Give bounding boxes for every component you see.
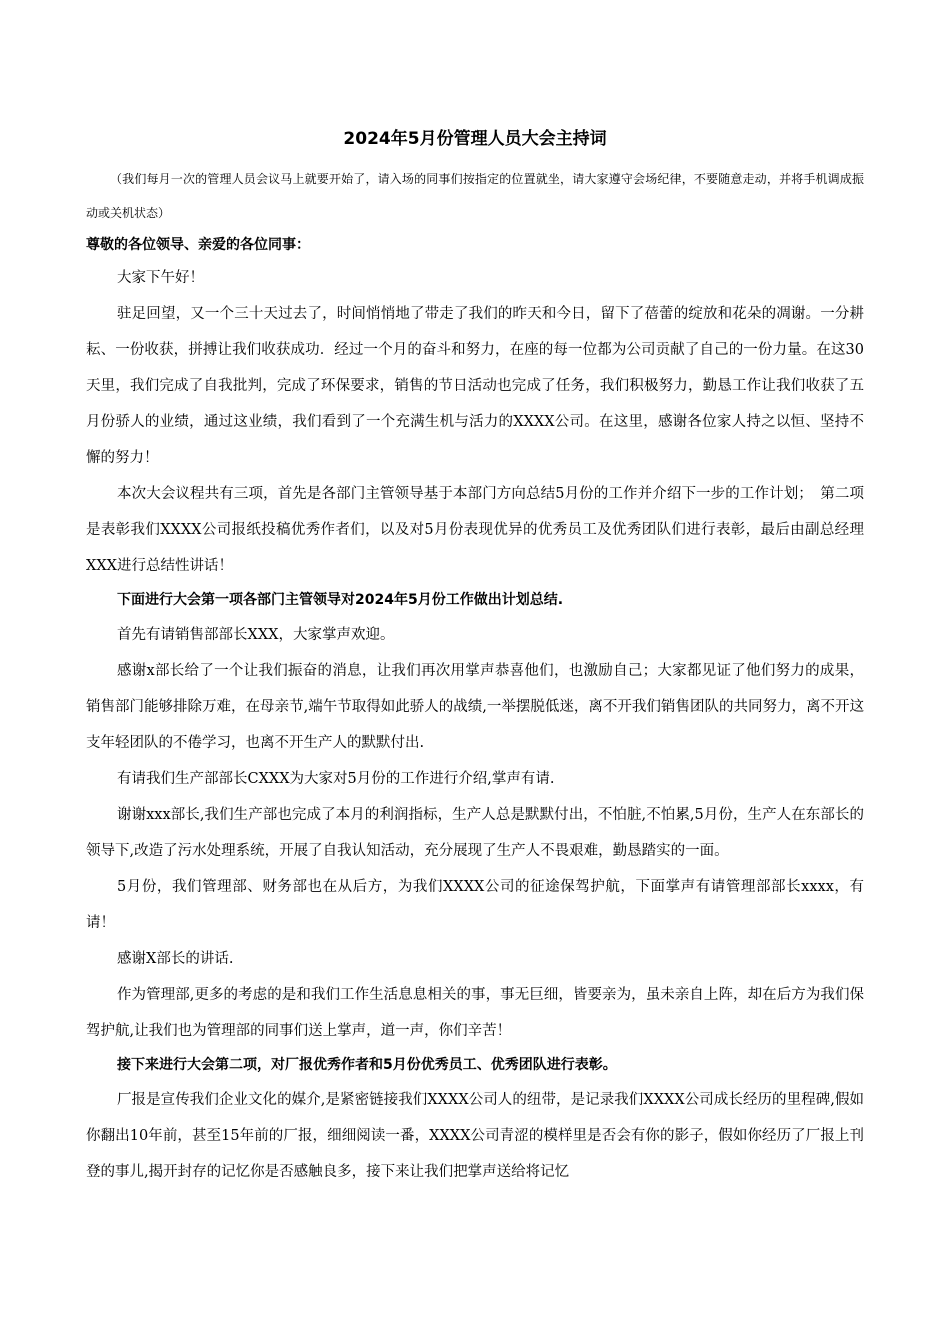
paragraph-production-intro: 有请我们生产部部长CXXX为大家对5月份的工作进行介绍,掌声有请.: [117, 771, 555, 787]
paragraph-management-intro: 5月份，我们管理部、财务部也在从后方，为我们XXXX公司的征途保驾护航，下面掌声有请管理部部长xxxx，有请！: [86, 879, 864, 931]
section-heading-1: 下面进行大会第一项各部门主管领导对2024年5月份工作做出计划总结.: [117, 592, 564, 608]
paragraph-review: 驻足回望，又一个三十天过去了，时间悄悄地了带走了我们的昨天和今日，留下了蓓蕾的绽放和花朵的凋谢。一分耕耘、一份收获，拼搏让我们收获成功．经过一个月的奋斗和努力，在座的每一位都为公司贡献了自己的一份力量。在这30天里，我们完成了自我批判，完成了环保要求，销售的节日活动也完成了任务，我们积极努力，勤恳工作让我们收获了五月份骄人的业绩，通过这业绩，我们看到了一个充满生机与活力的XXXX公司。在这里，感谢各位家人持之以恒、坚持不懈的努力！: [86, 306, 864, 466]
paragraph-sales-intro: 首先有请销售部部长XXX，大家掌声欢迎。: [117, 627, 395, 643]
section-heading-2: 接下来进行大会第二项，对厂报优秀作者和5月份优秀员工、优秀团队进行表彰。: [117, 1057, 617, 1073]
salutation: 尊敬的各位领导、亲爱的各位同事：: [86, 237, 310, 253]
paragraph-agenda: 本次大会议程共有三项，首先是各部门主管领导基于本部门方向总结5月份的工作并介绍下一步的工作计划； 第二项是表彰我们XXXX公司报纸投稿优秀作者们，以及对5月份表现优异的优秀员工及优秀团队们进行表彰，最后由副总经理XXX进行总结性讲话！: [86, 486, 864, 574]
paragraph-newspaper: 厂报是宣传我们企业文化的媒介,是紧密链接我们XXXX公司人的纽带，是记录我们XXXX公司成长经历的里程碑,假如你翻出10年前，甚至15年前的厂报，细细阅读一番，XXXX公司青涩的模样里是否会有你的影子，假如你经历了厂报上刊登的事儿,揭开封存的记忆你是否感触良多，接下来让我们把掌声送给将记忆: [86, 1092, 864, 1180]
document-page: [86, 112, 864, 1190]
paragraph-greeting: 大家下午好！: [117, 270, 204, 286]
paragraph-management-thanks: 感谢X部长的讲话.: [117, 951, 234, 967]
paragraph-sales-thanks: 感谢x部长给了一个让我们振奋的消息，让我们再次用掌声恭喜他们，也激励自己；大家都见证了他们努力的成果，销售部门能够排除万难，在母亲节,端午节取得如此骄人的战绩,一举摆脱低迷，离不开我们销售团队的共同努力，离不开这支年轻团队的不倦学习，也离不开生产人的默默付出.: [86, 663, 864, 751]
paragraph-management-praise: 作为管理部,更多的考虑的是和我们工作生活息息相关的事，事无巨细，皆要亲为，虽未亲自上阵，却在后方为我们保驾护航,让我们也为管理部的同事们送上掌声，道一声，你们辛苦！: [86, 987, 864, 1039]
paragraph-production-thanks: 谢谢xxx部长,我们生产部也完成了本月的利润指标，生产人总是默默付出，不怕脏,不怕累,5月份，生产人在东部长的领导下,改造了污水处理系统，开展了自我认知活动，充分展现了生产人不畏艰难，勤恳踏实的一面。: [86, 807, 864, 859]
document-title: 2024年5月份管理人员大会主持词: [343, 129, 607, 149]
opening-note: （我们每月一次的管理人员会议马上就要开始了，请入场的同事们按指定的位置就坐，请大家遵守会场纪律，不要随意走动，并将手机调成振动或关机状态）: [86, 172, 864, 220]
